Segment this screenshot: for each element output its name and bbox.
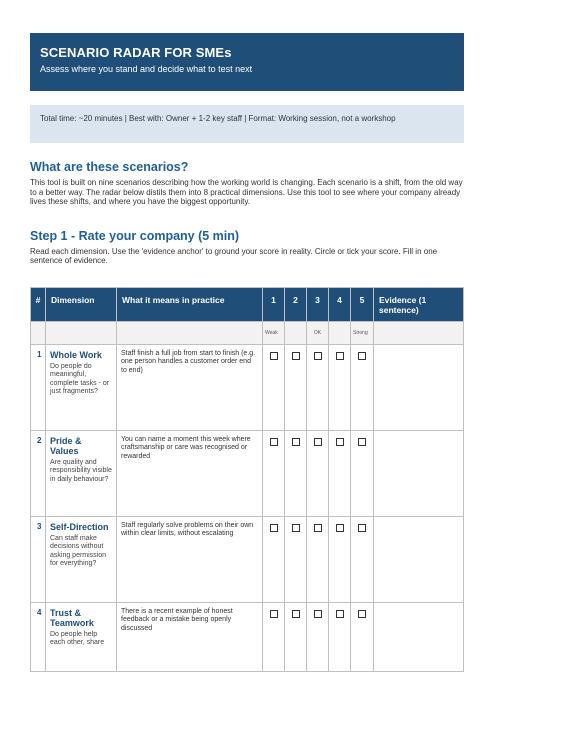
table-row [31, 430, 464, 516]
evidence-field[interactable] [374, 602, 464, 671]
score-checkbox-3[interactable] [314, 438, 322, 446]
means-in-practice: You can name a moment this week where craftsmanship or care was recognised or rewarded [117, 430, 263, 516]
score-checkbox-4[interactable] [336, 352, 344, 360]
header-means: What it means in practice [117, 287, 263, 321]
info-bar: Total time: ~20 minutes | Best with: Owner + 1-2 key staff | Format: Working session, not a workshop [30, 105, 464, 143]
header-score-1: 1 [263, 287, 285, 321]
evidence-field[interactable] [374, 430, 464, 516]
means-in-practice: There is a recent example of honest feedback or a mistake being openly discussed [117, 602, 263, 671]
dimension-question: Can staff make decisions without asking permission for everything? [50, 534, 107, 567]
intro-heading: What are these scenarios? [30, 160, 189, 174]
scale-label-row [31, 321, 464, 344]
table-row [31, 602, 464, 671]
row-number: 4 [31, 602, 46, 671]
dimension-cell [46, 602, 117, 671]
dimension-question: Are quality and responsibility visible in daily behaviour? [50, 458, 112, 483]
score-checkbox-3[interactable] [314, 352, 322, 360]
score-checkbox-2[interactable] [292, 352, 300, 360]
score-checkbox-3[interactable] [314, 610, 322, 618]
score-checkbox-2[interactable] [292, 438, 300, 446]
dimension-cell [46, 430, 117, 516]
page [30, 33, 464, 672]
score-checkbox-1[interactable] [270, 352, 278, 360]
scale-label-strong: Strong [351, 321, 374, 344]
score-checkbox-5[interactable] [358, 524, 366, 532]
score-checkbox-5[interactable] [358, 610, 366, 618]
step1-heading: Step 1 - Rate your company (5 min) [30, 228, 240, 243]
row-number: 3 [31, 516, 46, 602]
intro-paragraph: This tool is built on nine scenarios describing how the working world is changing. Each scenario is a shift, from the old way to a better way. The radar below distils them into 8 practical dimensions. Use this tool to see where your company already lives these shifts, and where you have the biggest opportunity. [30, 178, 463, 206]
page-title: SCENARIO RADAR FOR SMEs [40, 45, 232, 60]
score-checkbox-1[interactable] [270, 524, 278, 532]
score-checkbox-4[interactable] [336, 438, 344, 446]
dimension-question: Do people help each other, share [50, 630, 105, 646]
score-checkbox-4[interactable] [336, 524, 344, 532]
dimension-name: Trust & Teamwork [50, 607, 94, 628]
score-checkbox-2[interactable] [292, 524, 300, 532]
evidence-field[interactable] [374, 516, 464, 602]
dimension-cell [46, 516, 117, 602]
rating-table [30, 287, 464, 672]
score-checkbox-4[interactable] [336, 610, 344, 618]
title-banner [30, 33, 464, 91]
score-checkbox-1[interactable] [270, 438, 278, 446]
dimension-name: Pride & Values [50, 435, 82, 456]
evidence-field[interactable] [374, 344, 464, 430]
header-score-4: 4 [329, 287, 351, 321]
score-checkbox-5[interactable] [358, 352, 366, 360]
score-checkbox-3[interactable] [314, 524, 322, 532]
header-score-5: 5 [351, 287, 374, 321]
scale-label-ok: OK [307, 321, 329, 344]
dimension-name: Whole Work [50, 349, 102, 360]
score-checkbox-1[interactable] [270, 610, 278, 618]
means-in-practice: Staff regularly solve problems on their own within clear limits, without escalating [117, 516, 263, 602]
table-row [31, 344, 464, 430]
header-dimension: Dimension [46, 287, 117, 321]
dimension-question: Do people do meaningful, complete tasks - or just fragments? [50, 362, 110, 395]
row-number: 2 [31, 430, 46, 516]
header-evidence: Evidence (1 sentence) [374, 287, 464, 321]
score-checkbox-2[interactable] [292, 610, 300, 618]
page-subtitle: Assess where you stand and decide what to test next [40, 64, 253, 74]
table-row [31, 516, 464, 602]
row-number: 1 [31, 344, 46, 430]
dimension-cell [46, 344, 117, 430]
table-header-row [31, 287, 464, 321]
means-in-practice: Staff finish a full job from start to finish (e.g. one person handles a customer order end to end) [117, 344, 263, 430]
header-num: # [31, 287, 46, 321]
step1-paragraph: Read each dimension. Use the 'evidence anchor' to ground your score in reality. Circle or tick your score. Fill in one sentence of evidence. [30, 246, 438, 265]
scale-label-weak: Weak [263, 321, 285, 344]
header-score-2: 2 [285, 287, 307, 321]
dimension-name: Self-Direction [50, 521, 109, 532]
header-score-3: 3 [307, 287, 329, 321]
score-checkbox-5[interactable] [358, 438, 366, 446]
